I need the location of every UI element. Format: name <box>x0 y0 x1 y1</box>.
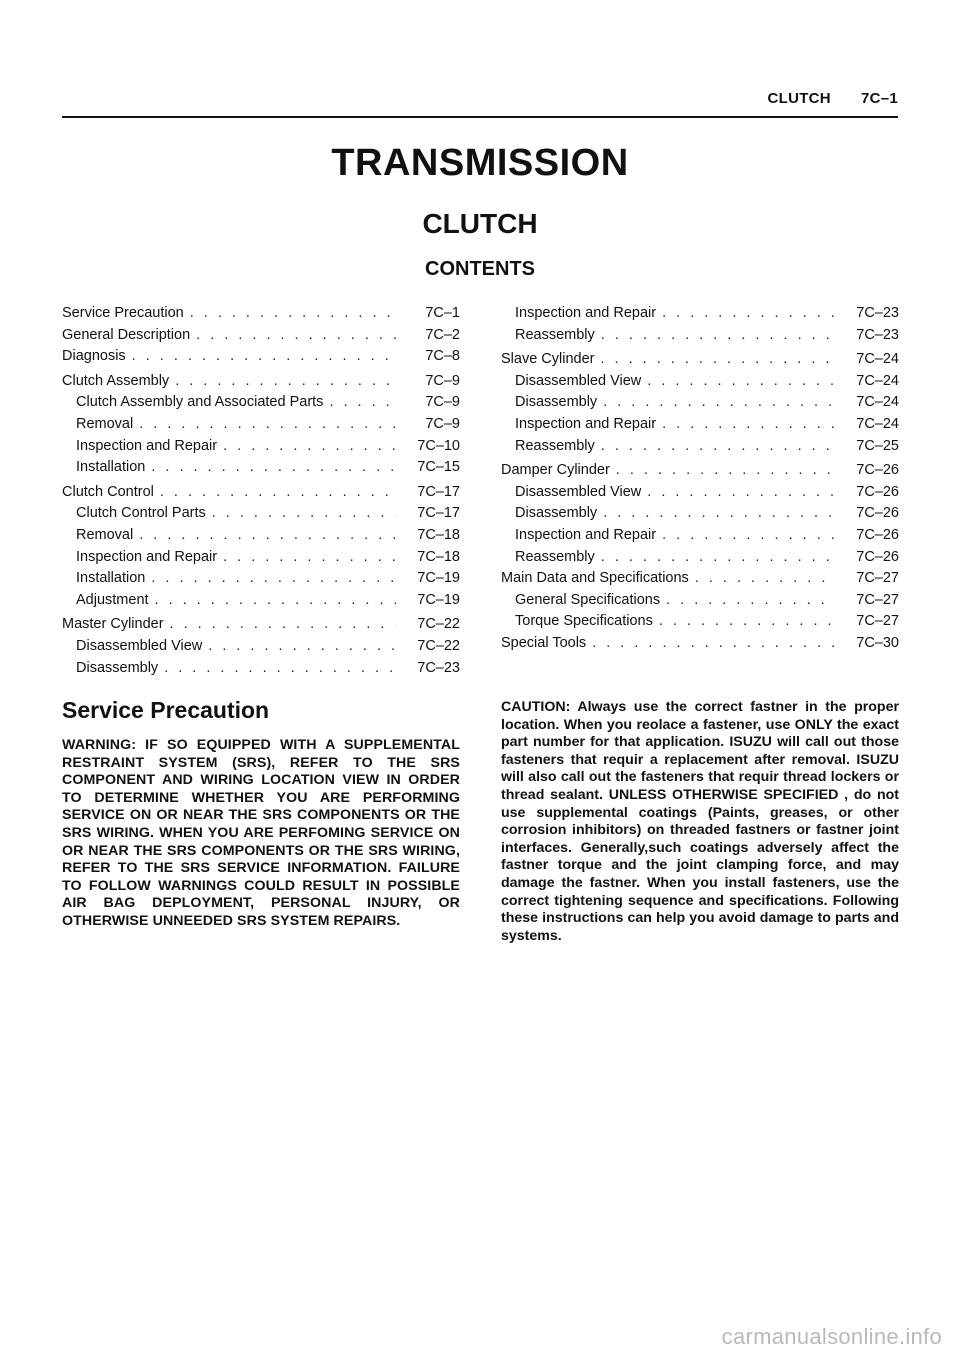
toc-entry-page: 7C–23 <box>856 305 899 321</box>
toc-entry-page: 7C–27 <box>856 613 899 630</box>
toc-dot-leader <box>190 305 396 321</box>
toc-dot-leader <box>160 484 396 500</box>
toc-dot-leader <box>208 638 396 654</box>
toc-entry[interactable] <box>62 484 460 506</box>
toc-entry[interactable] <box>62 527 460 549</box>
toc-dot-leader <box>666 592 835 608</box>
toc-dot-leader <box>601 351 836 367</box>
toc-entry-page: 7C–26 <box>856 462 899 479</box>
toc-entry[interactable] <box>501 613 899 635</box>
toc-entry[interactable] <box>62 592 460 614</box>
toc-dot-leader <box>603 394 835 410</box>
toc-entry[interactable] <box>62 305 460 327</box>
toc-entry-label: Removal <box>76 526 134 543</box>
toc-dot-leader <box>603 505 835 521</box>
header-section-title: CLUTCH <box>767 90 831 107</box>
toc-dot-leader <box>175 373 396 389</box>
toc-entry-label: Disassembly <box>515 394 598 411</box>
toc-entry-page: 7C–18 <box>417 526 460 543</box>
toc-entry-page: 7C–22 <box>417 637 460 654</box>
toc-entry[interactable] <box>62 438 460 460</box>
toc-dot-leader <box>616 462 835 478</box>
toc-entry[interactable] <box>501 549 899 571</box>
toc-entry-page: 7C–19 <box>417 591 460 608</box>
toc-entry-page: 7C–10 <box>417 437 460 454</box>
toc-entry-page: 7C–1 <box>425 305 460 321</box>
toc-entry-label: Reassembly <box>515 548 595 565</box>
toc-entry[interactable] <box>62 660 460 682</box>
toc-entry-page: 7C–19 <box>417 570 460 587</box>
toc-dot-leader <box>139 527 396 543</box>
toc-entry[interactable] <box>501 570 899 592</box>
toc-entry[interactable] <box>62 616 460 638</box>
toc-entry-page: 7C–26 <box>856 483 899 500</box>
fastener-caution-text: CAUTION: Always use the correct fastner in the proper location. When you reolace a fastener, use ONLY the exact part number for that application. ISUZU will call out those fasteners that requir a replacement after removal. ISUZU will also call out the fasteners that requir thread lockers or thread sealant. UNLESS OTHERWISE SPECIFIED , do not use supplemental coatings (Paints, greases, or other corrosion inhibitors) on threaded fastners or fastner joint interfaces. Generally,such coatings adversely affect the fastner torque and the joint clamping force, and may damage the fastner. When you install fasteners, use the correct tightening sequence and specifications. Following these instructions can help you avoid damage to parts and systems. <box>501 699 899 944</box>
toc-entry-label: Disassembly <box>76 659 159 676</box>
toc-entry-label: Reassembly <box>515 437 595 454</box>
toc-dot-leader <box>662 305 835 321</box>
toc-entry-label: Installation <box>76 570 146 587</box>
toc-entry-page: 7C–26 <box>856 548 899 565</box>
toc-dot-leader <box>223 549 396 565</box>
toc-dot-leader <box>170 616 396 632</box>
chapter-title: CLUTCH <box>422 208 538 239</box>
toc-entry-label: Slave Cylinder <box>501 351 595 368</box>
toc-dot-leader <box>223 438 396 454</box>
toc-dot-leader <box>695 570 835 586</box>
toc-entry-label: Inspection and Repair <box>515 305 657 321</box>
toc-dot-leader <box>592 635 835 651</box>
toc-entry-label: Disassembly <box>515 505 598 522</box>
toc-entry-page: 7C–24 <box>856 372 899 389</box>
toc-entry-label: Clutch Assembly and Associated Parts <box>76 394 324 411</box>
toc-entry-label: Inspection and Repair <box>76 437 218 454</box>
toc-entry[interactable] <box>62 505 460 527</box>
toc-entry[interactable] <box>62 373 460 395</box>
toc-entry-label: Disassembled View <box>515 483 642 500</box>
toc-entry[interactable] <box>501 592 899 614</box>
toc-entry-label: Clutch Assembly <box>62 372 170 389</box>
toc-entry-page: 7C–24 <box>856 415 899 432</box>
toc-entry-page: 7C–26 <box>856 505 899 522</box>
toc-dot-leader <box>647 484 835 500</box>
toc-entry[interactable] <box>501 505 899 527</box>
toc-entry-page: 7C–18 <box>417 548 460 565</box>
toc-entry-page: 7C–9 <box>425 394 460 411</box>
toc-dot-leader <box>212 505 396 521</box>
toc-entry-page: 7C–17 <box>417 483 460 500</box>
toc-entry-page: 7C–9 <box>425 372 460 389</box>
toc-entry-page: 7C–8 <box>425 348 460 365</box>
toc-entry[interactable] <box>501 351 899 373</box>
toc-entry-page: 7C–27 <box>856 570 899 587</box>
toc-entry-label: Service Precaution <box>62 305 184 321</box>
toc-entry[interactable] <box>62 394 460 416</box>
toc-dot-leader <box>329 394 396 410</box>
toc-entry-label: General Description <box>62 326 191 343</box>
toc-entry[interactable] <box>62 570 460 592</box>
toc-entry-label: Adjustment <box>76 591 149 608</box>
header-page-number: 7C–1 <box>860 90 898 107</box>
toc-entry[interactable] <box>62 549 460 571</box>
toc-entry[interactable] <box>501 438 899 460</box>
toc-entry[interactable] <box>501 394 899 416</box>
toc-entry-page: 7C–30 <box>856 634 899 651</box>
toc-right-column <box>501 305 899 657</box>
toc-entry[interactable] <box>62 416 460 438</box>
toc-entry-label: Inspection and Repair <box>515 526 657 543</box>
toc-dot-leader <box>601 438 835 454</box>
toc-left-column <box>62 305 460 681</box>
toc-entry[interactable] <box>62 348 460 370</box>
toc-entry-label: Main Data and Specifications <box>501 570 689 587</box>
toc-dot-leader <box>662 416 835 432</box>
toc-entry-label: General Specifications <box>515 591 661 608</box>
toc-entry-page: 7C–23 <box>856 326 899 343</box>
toc-dot-leader <box>601 549 835 565</box>
toc-entry-label: Inspection and Repair <box>515 415 657 432</box>
toc-dot-leader <box>164 660 396 676</box>
page-header <box>62 90 898 118</box>
toc-entry-page: 7C–17 <box>417 505 460 522</box>
toc-entry-page: 7C–2 <box>425 326 460 343</box>
service-precaution-heading: Service Precaution <box>62 697 270 723</box>
contents-heading: CONTENTS <box>425 258 535 280</box>
toc-entry-page: 7C–15 <box>417 459 460 476</box>
toc-entry-label: Torque Specifications <box>515 613 653 630</box>
toc-entry-label: Disassembled View <box>515 372 642 389</box>
toc-entry-label: Reassembly <box>515 326 595 343</box>
toc-entry[interactable] <box>501 327 899 349</box>
toc-entry[interactable] <box>501 462 899 484</box>
toc-entry-label: Disassembled View <box>76 637 203 654</box>
toc-entry[interactable] <box>62 638 460 660</box>
toc-entry-page: 7C–24 <box>856 394 899 411</box>
document-title: TRANSMISSION <box>331 142 629 184</box>
toc-dot-leader <box>659 613 835 629</box>
toc-dot-leader <box>601 327 835 343</box>
toc-entry[interactable] <box>501 484 899 506</box>
toc-entry-label: Clutch Control Parts <box>76 505 206 522</box>
toc-dot-leader <box>132 348 396 364</box>
toc-entry-page: 7C–23 <box>417 659 460 676</box>
toc-dot-leader <box>662 527 835 543</box>
toc-dot-leader <box>139 416 396 432</box>
toc-entry[interactable] <box>501 373 899 395</box>
toc-entry-label: Inspection and Repair <box>76 548 218 565</box>
toc-entry-page: 7C–27 <box>856 591 899 608</box>
toc-entry-label: Master Cylinder <box>62 616 164 633</box>
toc-entry[interactable] <box>501 527 899 549</box>
toc-entry[interactable] <box>62 327 460 349</box>
toc-entry-label: Damper Cylinder <box>501 462 610 479</box>
toc-dot-leader <box>155 592 396 608</box>
toc-entry[interactable] <box>501 635 899 657</box>
toc-entry-page: 7C–22 <box>417 616 460 633</box>
toc-entry-page: 7C–24 <box>856 351 899 368</box>
toc-entry-label: Diagnosis <box>62 348 126 365</box>
toc-entry-page: 7C–26 <box>856 526 899 543</box>
watermark: carmanualsonline.info <box>721 1324 942 1349</box>
toc-dot-leader <box>151 459 396 475</box>
toc-entry[interactable] <box>501 416 899 438</box>
toc-dot-leader <box>647 373 835 389</box>
toc-entry-page: 7C–25 <box>856 437 899 454</box>
toc-entry-label: Installation <box>76 459 146 476</box>
toc-entry-label: Special Tools <box>501 634 587 651</box>
toc-entry[interactable] <box>62 459 460 481</box>
srs-warning-text: WARNING: IF SO EQUIPPED WITH A SUPPLEMENTAL RESTRAINT SYSTEM (SRS), REFER TO THE SRS COMPONENT AND WIRING LOCATION VIEW IN ORDER TO DETERMINE WHETHER YOU ARE PERFORMING SERVICE ON OR NEAR THE SRS COMPONENTS OR THE SRS WIRING. WHEN YOU ARE PERFOMING SERVICE ON OR NEAR THE SRS COMPONENTS OR THE SRS WIRING, REFER TO THE SRS SERVICE INFORMATION. FAILURE TO FOLLOW WARNINGS COULD RESULT IN POSSIBLE AIR BAG DEPLOYMENT, PERSONAL INJURY, OR OTHERWISE UNNEEDED SRS SYSTEM REPAIRS. <box>62 737 460 929</box>
toc-dot-leader <box>196 327 396 343</box>
toc-entry[interactable] <box>501 305 899 327</box>
toc-entry-label: Removal <box>76 415 134 432</box>
toc-entry-page: 7C–9 <box>425 415 460 432</box>
toc-dot-leader <box>151 570 396 586</box>
toc-entry-label: Clutch Control <box>62 483 154 500</box>
